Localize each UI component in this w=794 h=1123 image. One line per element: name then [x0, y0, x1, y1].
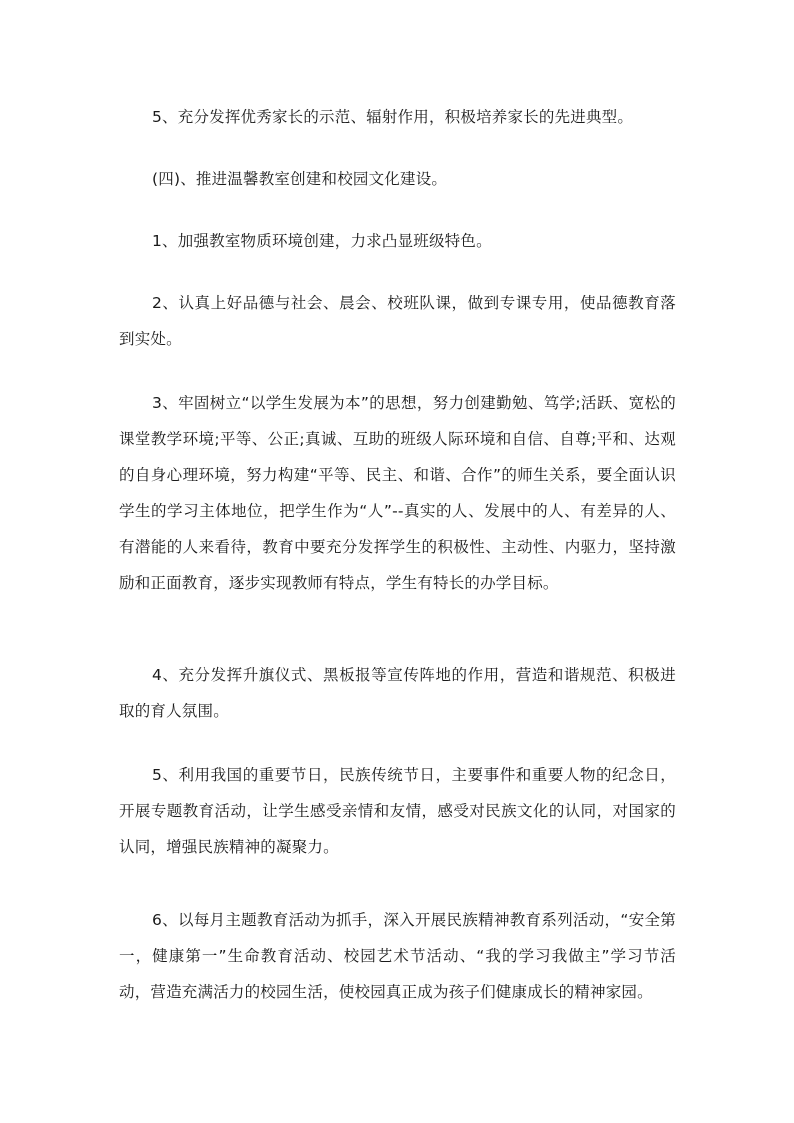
- paragraph-3: 2、认真上好品德与社会、晨会、校班队课，做到专课专用，使品德教育落到实处。: [119, 294, 676, 348]
- paragraph-4: 3、牢固树立“以学生发展为本”的思想，努力创建勤勉、笃学;活跃、宽松的课堂教学环境;平等、公正;真诚、互助的班级人际环境和自信、自尊;平和、达观的自身心理环境，努力构建“平等、民主、和谐、合作”的师生关系，要全面认识学生的学习主体地位，把学生作为“人”--真实的人、发展中的人、有差异的人、有潜能的人来看待，教育中要充分发挥学生的积极性、主动性、内驱力，坚持激励和正面教育，逐步实现教师有特点，学生有特长的办学目标。: [119, 394, 676, 592]
- paragraph-2: 1、加强教室物质环境创建，力求凸显班级特色。: [152, 232, 492, 250]
- paragraph-5: 4、充分发挥升旗仪式、黑板报等宣传阵地的作用，营造和谐规范、积极进取的育人氛围。: [119, 666, 676, 720]
- section-heading: (四)、推进温馨教室创建和校园文化建设。: [152, 170, 448, 188]
- paragraph-1: 5、充分发挥优秀家长的示范、辐射作用，积极培养家长的先进典型。: [152, 108, 634, 126]
- paragraph-6: 5、利用我国的重要节日，民族传统节日，主要事件和重要人物的纪念日，开展专题教育活动，让学生感受亲情和友情，感受对民族文化的认同，对国家的认同，增强民族精神的凝聚力。: [119, 766, 676, 856]
- paragraph-7: 6、以每月主题教育活动为抓手，深入开展民族精神教育系列活动，“安全第一，健康第一”生命教育活动、校园艺术节活动、“我的学习我做主”学习节活动，营造充满活力的校园生活，使校园真正成为孩子们健康成长的精神家园。: [119, 911, 676, 1001]
